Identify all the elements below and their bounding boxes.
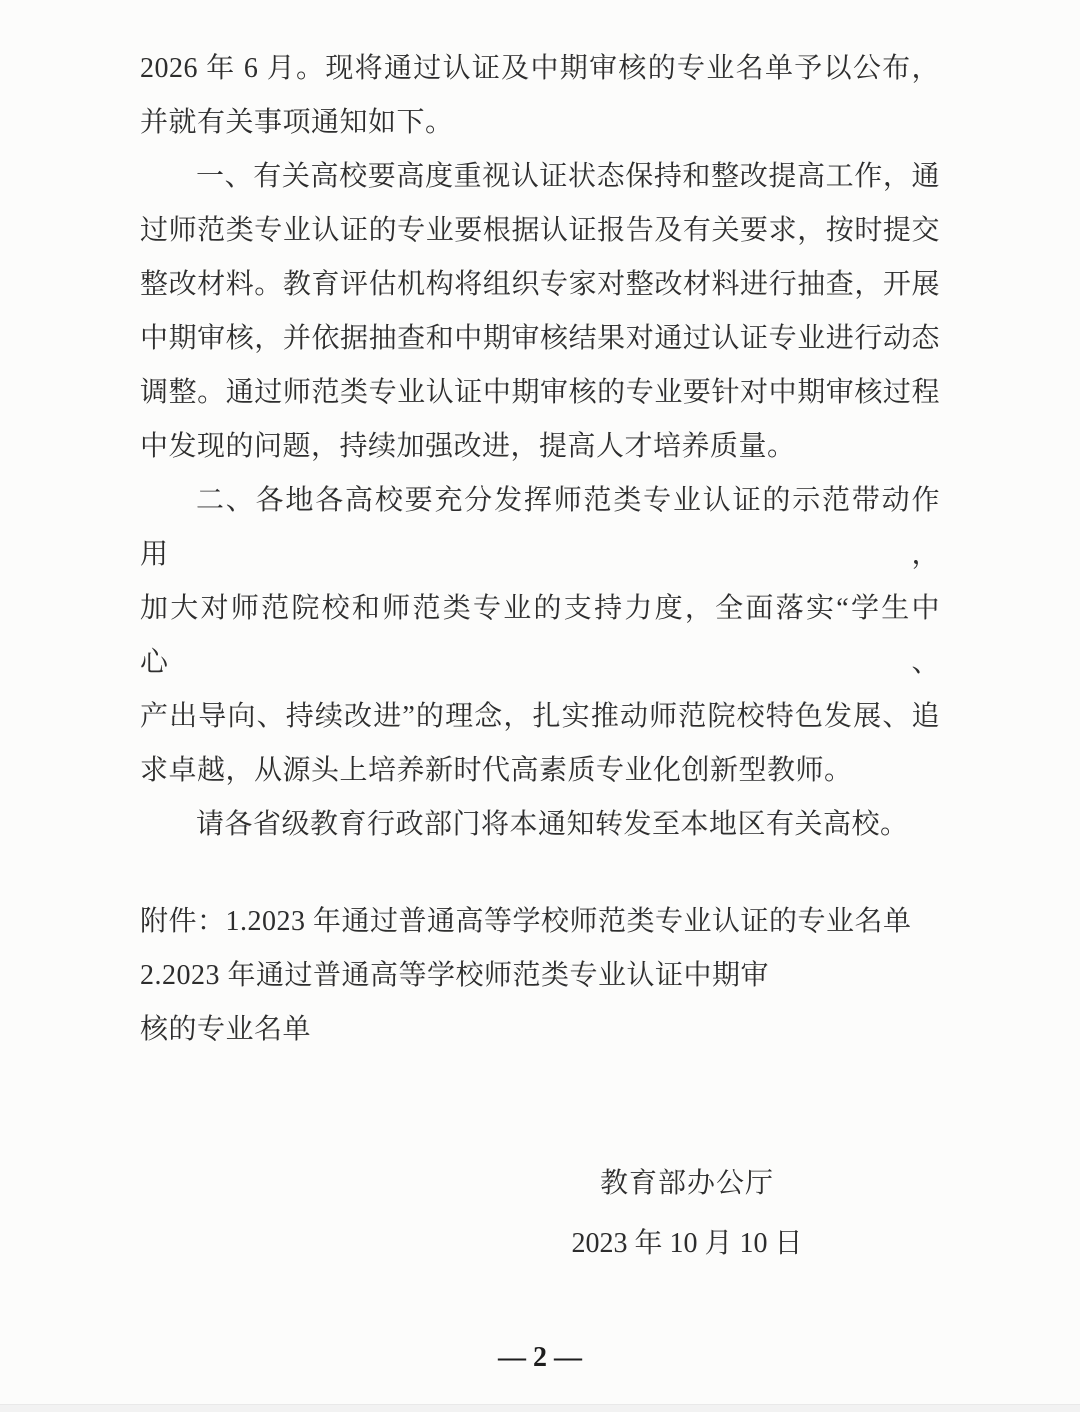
body-line: 一、有关高校要高度重视认证状态保持和整改提高工作，通	[196, 161, 940, 192]
signature-block	[537, 1157, 837, 1271]
body-line: 中发现的问题，持续加强改进，提高人才培养质量。	[140, 431, 796, 462]
attachment-item-1-text: 1.2023 年通过普通高等学校师范类专业认证的专业名单	[225, 906, 912, 937]
signature-org: 教育部办公厅	[599, 1168, 774, 1199]
page-number: — 2 —	[498, 1342, 582, 1373]
scan-edge-strip	[0, 1404, 1080, 1412]
body-line: 产出导向、持续改进”的理念，扎实推动师范院校特色发展、追	[140, 701, 940, 732]
body-line: 调整。通过师范类专业认证中期审核的专业要针对中期审核过程	[140, 377, 940, 408]
attachment-item-2-continuation: 核的专业名单	[140, 1014, 312, 1045]
body-line: 并就有关事项通知如下。	[140, 107, 454, 138]
body-line: 2026 年 6 月。现将通过认证及中期审核的专业名单予以公布，	[140, 53, 940, 84]
attachment-item-2: 2.2023 年通过普通高等学校师范类专业认证中期审	[140, 960, 770, 991]
body-line: 加大对师范院校和师范类专业的支持力度，全面落实“学生中心、	[140, 593, 940, 678]
body-line: 二、各地各高校要充分发挥师范类专业认证的示范带动作用，	[140, 485, 940, 570]
body-line: 请各省级教育行政部门将本通知转发至本地区有关高校。	[196, 809, 909, 840]
attachment-list	[140, 895, 940, 1057]
attachment-label: 附件：	[140, 906, 226, 937]
body-line: 求卓越，从源头上培养新时代高素质专业化创新型教师。	[140, 755, 853, 786]
body-line: 整改材料。教育评估机构将组织专家对整改材料进行抽查，开展	[140, 269, 940, 300]
body-line: 中期审核，并依据抽查和中期审核结果对通过认证专业进行动态	[140, 323, 940, 354]
document-body	[140, 42, 940, 852]
body-line: 过师范类专业认证的专业要根据认证报告及有关要求，按时提交	[140, 215, 940, 246]
signature-date: 2023 年 10 月 10 日	[571, 1228, 803, 1259]
attachment-item-1	[140, 895, 940, 949]
